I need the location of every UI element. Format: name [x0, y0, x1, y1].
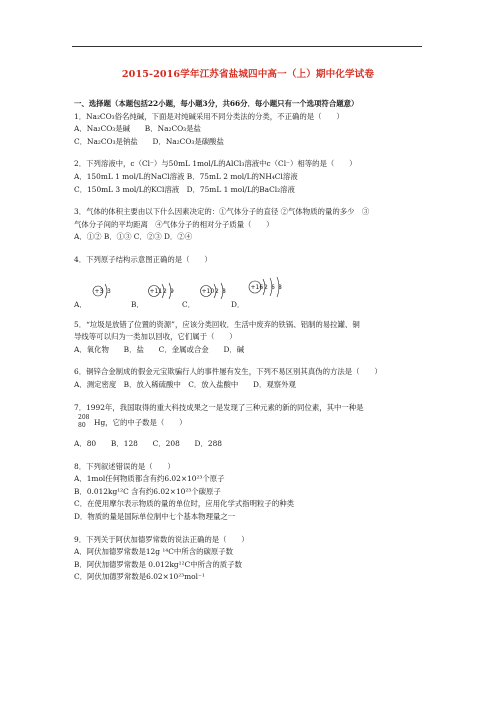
option-d-label: D．: [231, 299, 245, 309]
options: A．氧化物 B．盐 C．金属或合金 D．碱: [74, 344, 245, 354]
question-4: [74, 254, 434, 313]
question-2: [74, 158, 434, 196]
options: A．①② B．①③ C．②③ D．②④: [74, 232, 193, 242]
option-c-label: C．: [182, 299, 196, 309]
question-stem: 3．气体的体积主要由以下什么因素决定的：①气体分子的直径 ②气体物质的量的多少 ③: [74, 207, 370, 217]
option-a-label: A．: [74, 299, 87, 309]
atom-c-shell-2: 8: [222, 287, 226, 295]
atom-b-shell-1: 2: [163, 287, 167, 295]
question-stem-continued: 气体分子间的平均距离 ④气体分子的相对分子质量（ ）: [74, 219, 274, 229]
atom-diagrams: [74, 273, 434, 313]
atom-b-nucleus: +11: [149, 287, 163, 295]
options-ab: A．Na₂CO₃是碱 B．Na₂CO₃是盐: [74, 124, 201, 134]
question-stem: 6．铜锌合金制成的假金元宝欺骗行人的事件屡有发生，下列不易区别其真伪的方法是（ ）: [74, 367, 382, 377]
isotope-notation: [74, 414, 434, 438]
option-a: A．阿伏加德罗常数是12g ¹⁴C中所含的碳原子数: [74, 547, 234, 557]
header-rule: [72, 46, 422, 47]
atom-d-diagram: [249, 277, 282, 297]
question-5: [74, 319, 434, 357]
question-stem: 5．“垃圾是放错了位置的资源”，应该分类回收．生活中废弃的铁锅、铝制的易拉罐、铜: [74, 319, 360, 329]
option-a: A．1mol任何物质都含有约6.02×10²³个原子: [74, 474, 225, 484]
option-b: B．阿伏加德罗常数是 0.012kg¹²C中所含的质子数: [74, 559, 242, 569]
question-7: [74, 402, 434, 451]
question-9: [74, 534, 434, 584]
atom-d-shell-2: 6: [271, 283, 275, 291]
atom-b-diagram: [149, 283, 175, 299]
question-stem: 4．下列原子结构示意图正确的是（ ）: [74, 254, 212, 264]
section-heading: 一、选择题（本题包括22小题，每小题3分，共66分．每小题只有一个选项符合题意）: [74, 99, 359, 108]
atom-d-shell-3: 8: [278, 283, 282, 291]
atom-a-diagram: [93, 284, 111, 298]
option-c: C．阿伏加德罗常数是6.02×10²³mol⁻¹: [74, 572, 205, 582]
question-1: [74, 111, 434, 149]
exam-title: 2015-2016学年江苏省盐城四中高一（上）期中化学试卷: [121, 69, 375, 80]
option-d: D．物质的量是国际单位制中七个基本物理量之一: [74, 512, 236, 522]
question-stem: 9．下列关于阿伏加德罗常数的说法正确的是（ ）: [74, 534, 249, 544]
question-stem: 7．1992年，我国取得的重大科技成果之一是发现了三种元素的新的同位素，其中一种是: [74, 402, 364, 412]
question-stem: 8．下列叙述错误的是（ ）: [74, 461, 175, 471]
options: A．80 B．128 C．208 D．288: [74, 439, 222, 449]
options-cd: C．Na₂CO₃是钠盐 D．Na₂CO₃是碳酸盐: [74, 136, 224, 146]
question-stem-continued: 导线等可以归为一类加以回收，它们属于（ ）: [74, 332, 237, 342]
option-b: B．0.012kg¹²C 含有约6.02×10²³个碳原子: [74, 486, 221, 496]
atom-d-shell-1: 2: [264, 283, 268, 291]
question-6: [74, 366, 434, 391]
options-cd: C．150mL 3 mol/L的KCl溶液 D．75mL 1 mol/L的BaCl₂溶液: [74, 184, 295, 194]
atom-diagram-row: [74, 273, 324, 313]
question-stem: 2．下列溶液中，c（Cl⁻）与50mL 1mol/L的AlCl₃溶液中c（Cl⁻）相等的是（ ）: [74, 159, 357, 169]
question-3: [74, 206, 434, 244]
option-b-label: B．: [131, 299, 144, 309]
exam-body: [74, 98, 434, 584]
atom-d-nucleus: +16: [250, 283, 264, 291]
atom-c-nucleus: +10: [201, 287, 215, 295]
atom-b-shell-2: 9: [170, 287, 174, 295]
atom-a-nucleus: +3: [94, 287, 104, 295]
atom-c-shell-1: 2: [215, 287, 219, 295]
options: A．测定密度 B．放入稀硫酸中 C．放入盐酸中 D．观察外观: [74, 379, 296, 389]
options-ab: A．150mL 1 mol/L的NaCl溶液 B．75mL 2 mol/L的NH₄Cl溶液: [74, 171, 298, 181]
isotope-atomic-number: 80: [78, 422, 86, 430]
question-stem: 1．Na₂CO₃俗名纯碱，下面是对纯碱采用不同分类法的分类，不正确的是（ ）: [74, 111, 344, 121]
atom-c-diagram: [201, 283, 227, 299]
atom-a-shell-1: 3: [107, 287, 111, 295]
question-8: [74, 461, 434, 524]
isotope-symbol-text: Hg，它的中子数是（ ）: [94, 418, 187, 428]
option-c: C．在使用摩尔表示物质的量的单位时，应用化学式指明粒子的种类: [74, 499, 294, 509]
isotope-mass-number: 208: [78, 414, 90, 422]
